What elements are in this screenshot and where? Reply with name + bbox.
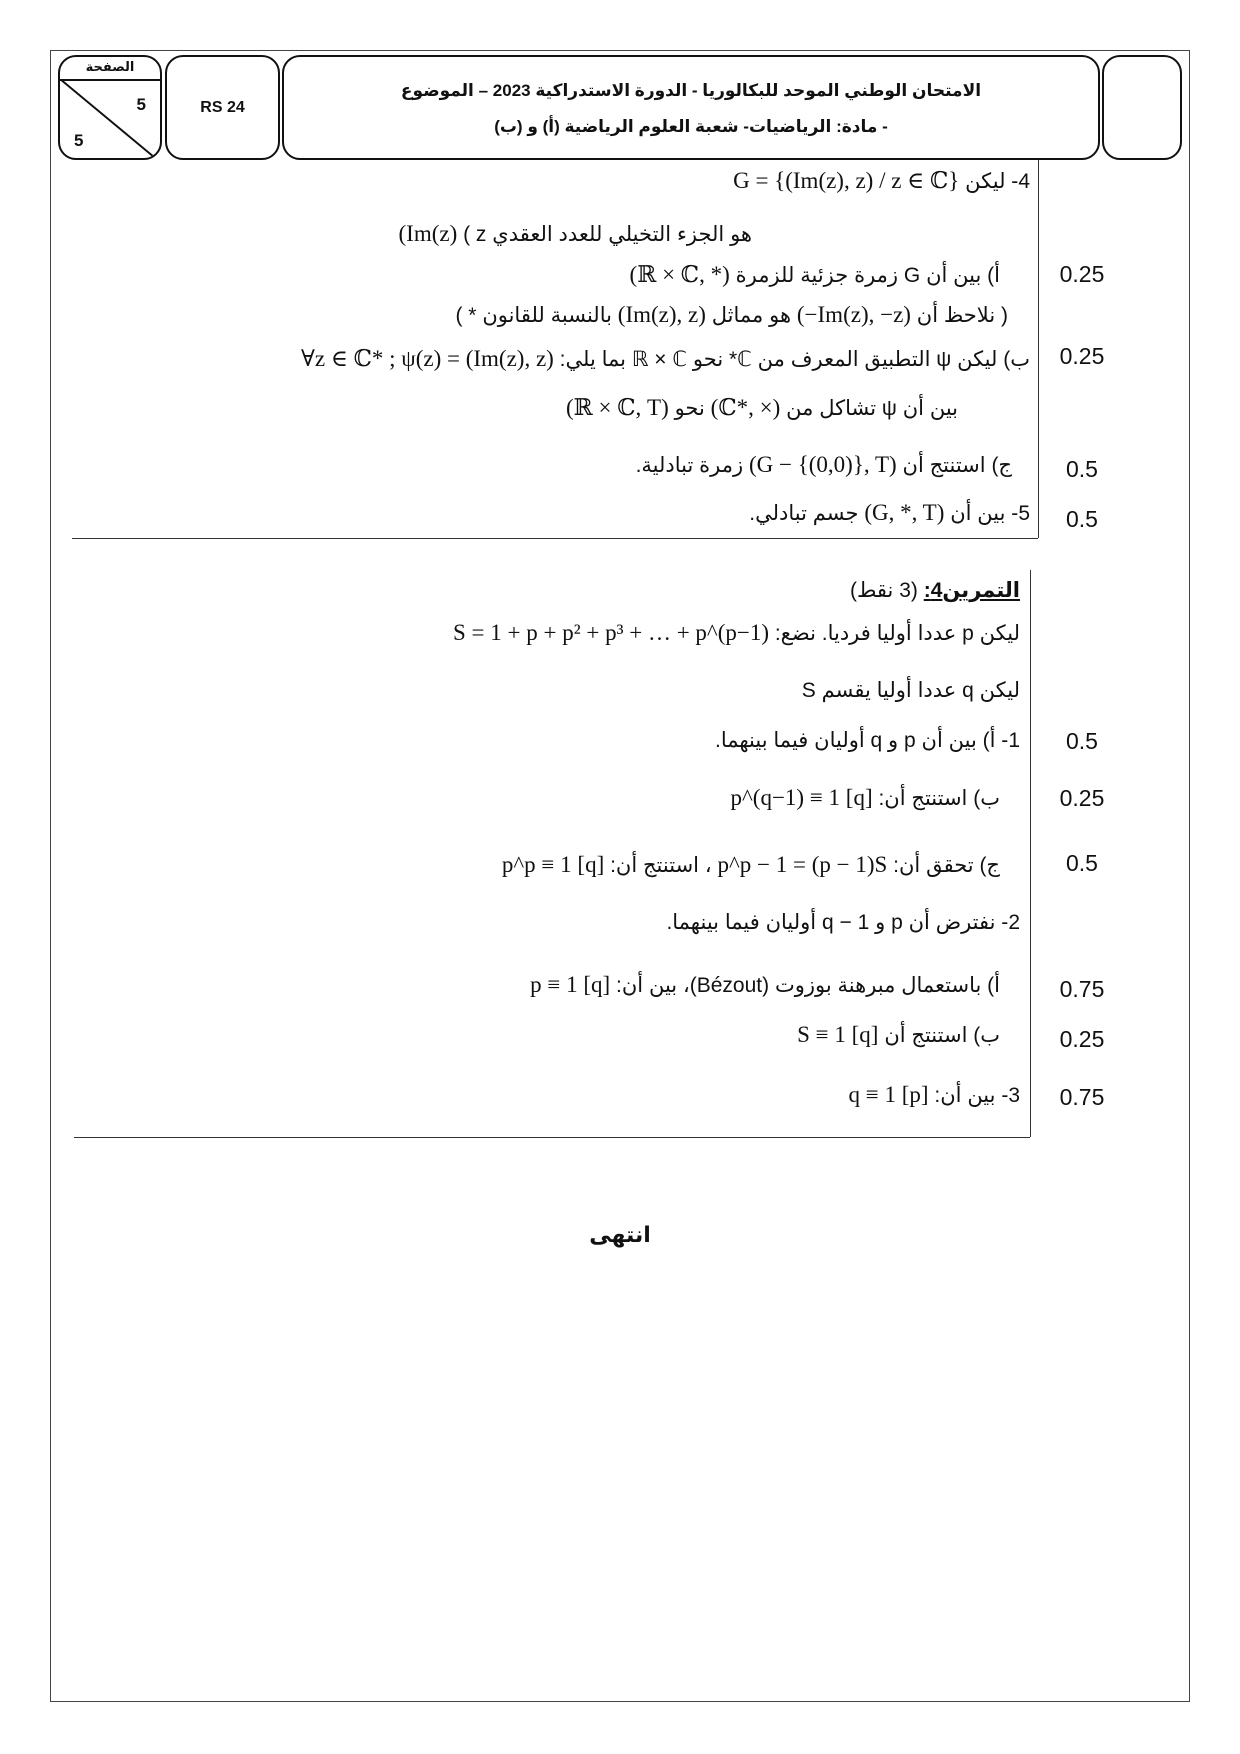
ex4-q1c-math2: p^p ≡ 1 [q]: [501, 852, 605, 877]
page-number: 5: [136, 95, 146, 114]
ex3-hint: [455, 302, 1008, 328]
ex3-qc-math: (G − {(0,0)}, T): [748, 452, 897, 477]
ex3-qb-math: ∀z ∈ ℂ* ; ψ(z) = (Im(z), z): [301, 346, 554, 371]
ex3-note-math: (Im(z): [398, 221, 458, 246]
ex4-bottom-border: [74, 1137, 1030, 1138]
ex4-intro1-text: ليكن p عددا أوليا فرديا. نضع:: [774, 622, 1020, 645]
ex4-q1c-text: ج) تحقق أن:: [893, 854, 1000, 877]
mark-ex4-1b: 0.25: [1059, 785, 1105, 811]
mark-ex4-1a: 0.5: [1066, 728, 1098, 754]
ex3-q5-end: جسم تبادلي.: [749, 502, 859, 525]
exam-code: RS 24: [165, 55, 280, 160]
ex3-right-border: [1038, 160, 1039, 538]
ex3-hint-close: بالنسبة للقانون * ): [455, 304, 612, 327]
ex3-q4-math: G = {(Im(z), z) / z ∈ ℂ}: [733, 168, 960, 193]
ex4-intro1-math: S = 1 + p + p² + p³ + … + p^(p−1): [453, 620, 769, 645]
ex4-points: (3 نقط): [849, 579, 918, 602]
ex3-q5-text: 5- بين أن: [950, 502, 1030, 525]
ex3-q5-math: (G, *, T): [864, 500, 945, 525]
ex4-q2: 2- نفترض أن p و q − 1 أوليان فيما بينهما.: [666, 911, 1020, 934]
ex4-right-border: [1030, 570, 1031, 1137]
page-number-box: [58, 55, 162, 160]
ex3-qc-end: زمرة تبادلية.: [635, 454, 744, 477]
ex4-q2a: [530, 972, 1000, 998]
mark-ex3-c: 0.5: [1066, 456, 1098, 482]
ex3-qc: [636, 452, 1012, 478]
ex4-q1c-mid: ، استنتج أن:: [610, 854, 712, 877]
mark-ex3-a: 0.25: [1059, 261, 1105, 287]
mark-ex4-1c: 0.5: [1066, 850, 1098, 876]
grade-box: [1102, 55, 1182, 160]
ex4-q3-math: q ≡ 1 [p]: [848, 1082, 929, 1107]
ex3-q4: [733, 168, 1030, 194]
exam-title-line2: - مادة: الرياضيات- شعبة العلوم الرياضية (أ) و (ب): [494, 117, 888, 136]
ex4-title: التمرين4:: [923, 579, 1020, 602]
ex4-q2a-text: أ) باستعمال مبرهنة بوزوت (Bézout)، بين أن:: [616, 974, 1000, 997]
ex3-qb2-math2: (ℝ × ℂ, T): [565, 395, 669, 420]
exam-title-line1: الامتحان الوطني الموحد للبكالوريا - الدورة الاستدراكية 2023 – الموضوع: [400, 81, 982, 100]
ex4-q3-text: 3- بين أن:: [934, 1084, 1020, 1107]
ex4-q1c-math1: p^p − 1 = (p − 1)S: [717, 852, 888, 877]
ex4-q2a-math: p ≡ 1 [q]: [530, 972, 611, 997]
ex3-hint-math2: (Im(z), z): [617, 302, 706, 327]
exam-title-box: [282, 55, 1100, 160]
ex3-qc-text: ج) استنتج أن: [902, 454, 1012, 477]
end-text: انتهى: [589, 1222, 651, 1247]
ex3-bottom-border: [72, 538, 1038, 539]
mark-ex3-b: 0.25: [1059, 343, 1105, 369]
mark-ex3-5: 0.5: [1066, 506, 1098, 532]
ex4-q2b-math: S ≡ 1 [q]: [797, 1022, 879, 1047]
ex4-q1c: [502, 852, 1000, 878]
page-label: الصفحة: [85, 59, 135, 74]
ex3-qa: [630, 262, 1000, 288]
ex4-q3: [849, 1082, 1021, 1108]
ex4-intro2: ليكن q عددا أوليا يقسم S: [801, 679, 1020, 702]
mark-ex4-2b: 0.25: [1059, 1026, 1105, 1052]
ex3-q5: [749, 500, 1030, 526]
ex3-note: [399, 221, 753, 247]
ex3-qb2-text: بين أن ψ تشاكل من: [786, 397, 958, 420]
ex3-qb2: [566, 395, 958, 421]
ex4-heading: [850, 578, 1020, 603]
ex4-q2b: [797, 1022, 1000, 1048]
ex4-q1b-text: ب) استنتج أن:: [878, 787, 1000, 810]
mark-ex4-3: 0.75: [1059, 1084, 1105, 1110]
ex4-q1b-math: p^(q−1) ≡ 1 [q]: [730, 785, 873, 810]
ex3-hint-mid: هو مماثل: [711, 304, 792, 327]
ex4-q1a: 1- أ) بين أن p و q أوليان فيما بينهما.: [715, 729, 1020, 752]
ex3-qb-text: ب) ليكن ψ التطبيق المعرف من ℂ* نحو ℝ × ℂ بما يلي:: [559, 348, 1030, 371]
ex4-q1b: [731, 785, 1001, 811]
ex3-qb2-math1: (ℂ*, ×): [710, 395, 781, 420]
ex3-q4-text: 4- ليكن: [965, 170, 1030, 193]
page-total: 5: [74, 131, 84, 150]
ex3-qb2-mid: نحو: [674, 397, 705, 420]
ex4-q2b-text: ب) استنتج أن: [884, 1024, 1000, 1047]
ex3-qa-math: (ℝ × ℂ, *): [629, 262, 730, 287]
ex3-hint-open: ( نلاحظ أن: [916, 304, 1008, 327]
mark-ex4-2a: 0.75: [1059, 976, 1105, 1002]
ex3-hint-math1: (−Im(z), −z): [796, 302, 911, 327]
ex3-qa-text: أ) بين أن G زمرة جزئية للزمرة: [735, 264, 1000, 287]
ex3-qb: [301, 346, 1030, 372]
ex3-note-text: هو الجزء التخيلي للعدد العقدي z ): [463, 223, 752, 246]
ex4-intro1: [453, 620, 1020, 646]
